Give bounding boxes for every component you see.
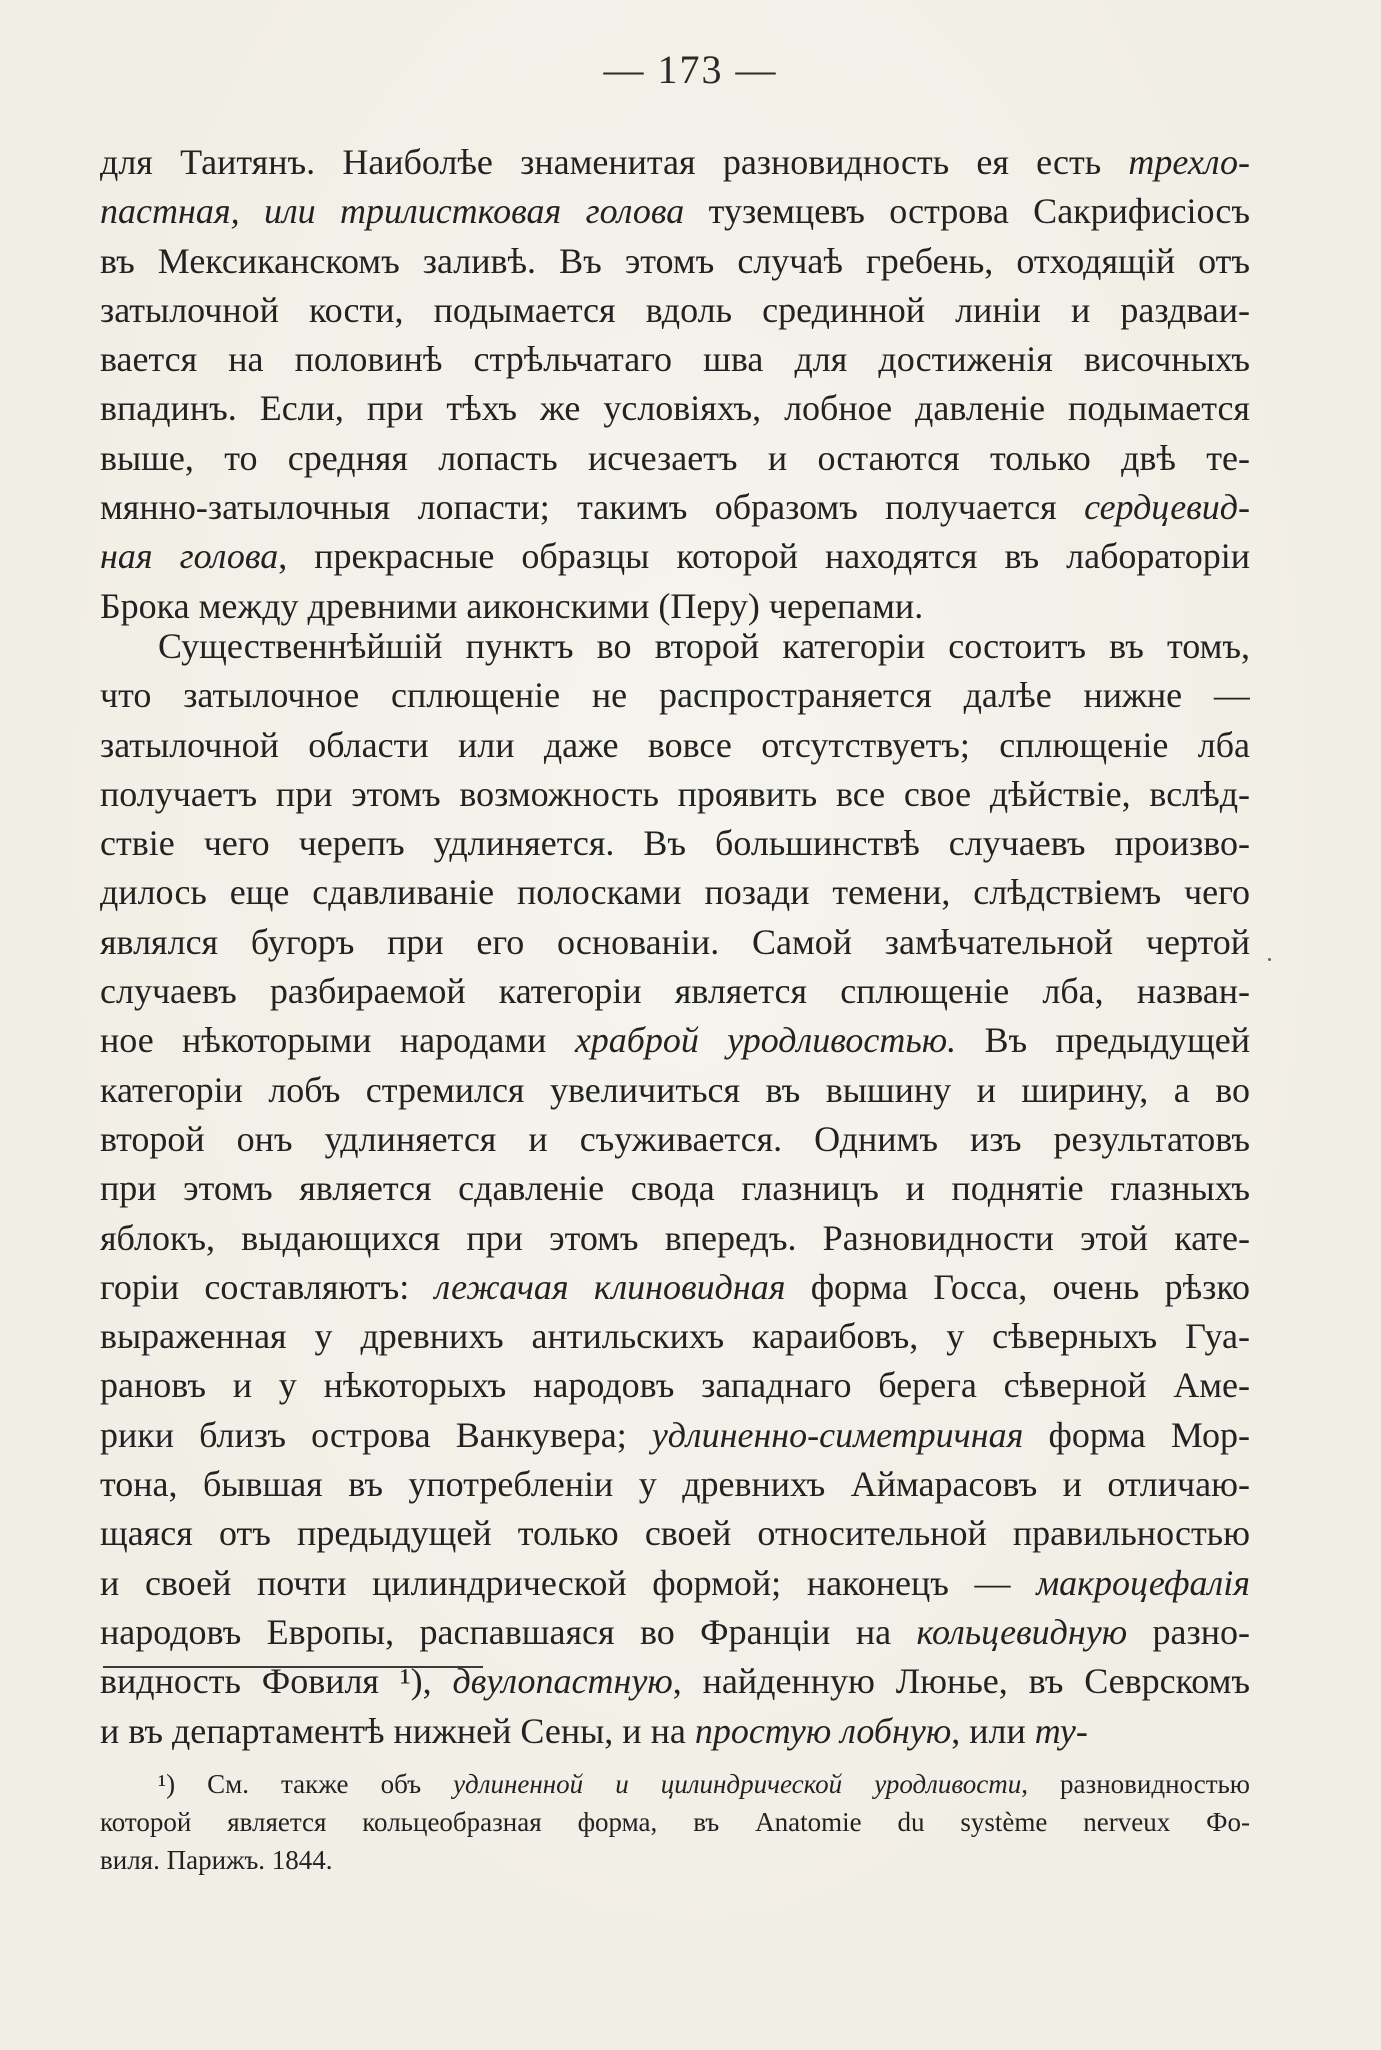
text-line (100, 237, 1250, 286)
text-segment: рановъ и у нѣкоторыхъ народовъ западнаго берега сѣверной Аме- (100, 1365, 1250, 1406)
italic-text-segment: храброй уродливостью. (574, 1020, 957, 1061)
italic-text-segment: трехло- (1128, 142, 1250, 182)
text-segment: случаевъ разбираемой категоріи является сплющеніе лба, назван- (100, 971, 1250, 1012)
text-segment: и въ департаментѣ нижней Сены, и на (100, 1710, 695, 1751)
text-line (100, 187, 1250, 236)
text-segment: затылочной кости, подымается вдоль срединной линіи и раздваи- (100, 289, 1250, 330)
text-line (100, 1016, 1250, 1065)
italic-text-segment: двулопастную (452, 1661, 673, 1702)
text-line (100, 434, 1250, 483)
text-segment: народовъ Европы, распавшаяся во Франціи на (100, 1611, 917, 1652)
text-line (100, 1608, 1250, 1657)
text-line (100, 918, 1250, 967)
text-line (100, 532, 1250, 581)
text-segment: виля. Парижъ. 1844. (100, 1845, 333, 1875)
text-segment: форма Мор- (1023, 1414, 1250, 1455)
text-line (100, 1707, 1250, 1756)
text-segment: второй онъ удлиняется и съуживается. Однимъ изъ результатовъ (100, 1118, 1250, 1159)
text-segment: ¹) См. также объ (158, 1769, 454, 1799)
text-segment: тона, бывшая въ употребленіи у древнихъ Аймарасовъ и отличаю- (100, 1464, 1250, 1505)
text-segment: , найденную Люнье, въ Севрскомъ (672, 1661, 1250, 1702)
italic-text-segment: простую лобную (694, 1710, 952, 1751)
text-segment: , прекрасные образцы которой находятся въ лабораторіи (278, 536, 1250, 577)
text-segment: яблокъ, выдающихся при этомъ впередъ. Разновидности этой кате- (100, 1217, 1250, 1258)
italic-text-segment: лежачая клиновидная (434, 1266, 786, 1307)
text-segment: затылочной области или даже вовсе отсутствуетъ; сплющеніе лба (100, 724, 1250, 765)
text-segment: разно- (1127, 1611, 1250, 1652)
text-segment: вается на половинѣ стрѣльчатаго шва для достиженія височныхъ (100, 339, 1250, 380)
text-line (100, 286, 1250, 335)
text-line (100, 1411, 1250, 1460)
text-segment: горіи составляютъ: (100, 1266, 435, 1307)
text-segment: выраженная у древнихъ антильскихъ караибовъ, у сѣверныхъ Гуа- (100, 1316, 1250, 1357)
text-line (100, 1460, 1250, 1509)
text-segment: рики близъ острова Ванкувера; (100, 1414, 652, 1455)
text-segment: и своей почти цилиндрической формой; наконецъ — (100, 1562, 1037, 1603)
text-line (100, 1312, 1250, 1361)
text-line (100, 622, 1250, 671)
text-segment: ное нѣкоторыми народами (100, 1020, 575, 1061)
paragraph-2 (100, 622, 1250, 1756)
text-line (100, 335, 1250, 384)
text-segment: видность Фовиля ¹), (100, 1661, 453, 1702)
italic-text-segment: удлиненной и цилиндрической уродливости (453, 1769, 1022, 1799)
text-segment: при этомъ является сдавленіе свода глазницъ и поднятіе глазныхъ (100, 1168, 1250, 1209)
italic-text-segment: пастная, или трилистковая голова (100, 191, 685, 232)
text-line (100, 1066, 1250, 1115)
text-segment: впадинъ. Если, при тѣхъ же условіяхъ, лобное давленіе подымается (100, 388, 1250, 429)
text-segment: мянно-затылочныя лопасти; такимъ образомъ получается (100, 487, 1085, 528)
italic-text-segment: сердцевид- (1084, 487, 1250, 528)
text-segment: Существеннѣйшій пунктъ во второй категоріи состоитъ въ томъ, (158, 626, 1250, 666)
text-line (100, 1115, 1250, 1164)
text-segment: которой является кольцеобразная форма, въ Anatomie du système nerveux Фо- (100, 1807, 1250, 1837)
text-line (100, 967, 1250, 1016)
page-number: — 173 — (603, 47, 778, 92)
text-segment: туземцевъ острова Сакрифисіосъ (684, 191, 1250, 232)
text-line (100, 1509, 1250, 1558)
text-line (100, 819, 1250, 868)
text-segment: Въ предыдущей (956, 1020, 1250, 1061)
footnote-divider (103, 1666, 483, 1668)
text-line (100, 1803, 1250, 1841)
text-line (100, 671, 1250, 720)
text-segment: получаетъ при этомъ возможность проявить все свое дѣйствіе, вслѣд- (100, 773, 1250, 814)
text-segment: ствіе чего черепъ удлиняется. Въ большинствѣ случаевъ произво- (100, 823, 1250, 864)
text-segment: категоріи лобъ стремился увеличиться въ вышину и ширину, а во (100, 1069, 1250, 1110)
paragraph-1 (100, 138, 1250, 631)
text-segment: дилось еще сдавливаніе полосками позади темени, слѣдствіемъ чего (100, 872, 1250, 913)
text-segment: въ Мексиканскомъ заливѣ. Въ этомъ случаѣ гребень, отходящій отъ (100, 240, 1250, 281)
italic-text-segment: ту- (1034, 1710, 1088, 1751)
text-segment: Брока между древними аиконскими (Перу) черепами. (100, 585, 924, 626)
text-line (100, 1657, 1250, 1706)
text-segment: , или (951, 1710, 1035, 1751)
text-line (100, 483, 1250, 532)
text-line (100, 1263, 1250, 1312)
paper-speck (1268, 958, 1271, 961)
italic-text-segment: макроцефалія (1036, 1562, 1250, 1603)
text-line (100, 868, 1250, 917)
italic-text-segment: ная голова (100, 536, 279, 577)
text-segment: форма Госса, очень рѣзко (785, 1266, 1250, 1307)
text-segment: являлся бугоръ при его основаніи. Самой замѣчательной чертой (100, 921, 1250, 962)
text-line (100, 721, 1250, 770)
text-segment: для Таитянъ. Наиболѣе знаменитая разновидность ея есть (100, 142, 1129, 182)
text-line (100, 1361, 1250, 1410)
italic-text-segment: удлиненно-симетричная (651, 1414, 1024, 1455)
text-segment: выше, то средняя лопасть исчезаетъ и остаются только двѣ те- (100, 437, 1250, 478)
text-segment: , разновидностью (1021, 1769, 1250, 1799)
text-segment: что затылочное сплющеніе не распространяется далѣе нижне — (100, 675, 1250, 716)
text-line (100, 1214, 1250, 1263)
text-line (100, 770, 1250, 819)
text-line (100, 1765, 1250, 1803)
text-segment: щаяся отъ предыдущей только своей относительной правильностью (100, 1513, 1250, 1554)
text-line (100, 1841, 1250, 1879)
text-line (100, 138, 1250, 187)
italic-text-segment: кольцевидную (916, 1611, 1128, 1652)
text-line (100, 1559, 1250, 1608)
footnotes (100, 1765, 1250, 1879)
text-line (100, 1164, 1250, 1213)
text-line (100, 384, 1250, 433)
